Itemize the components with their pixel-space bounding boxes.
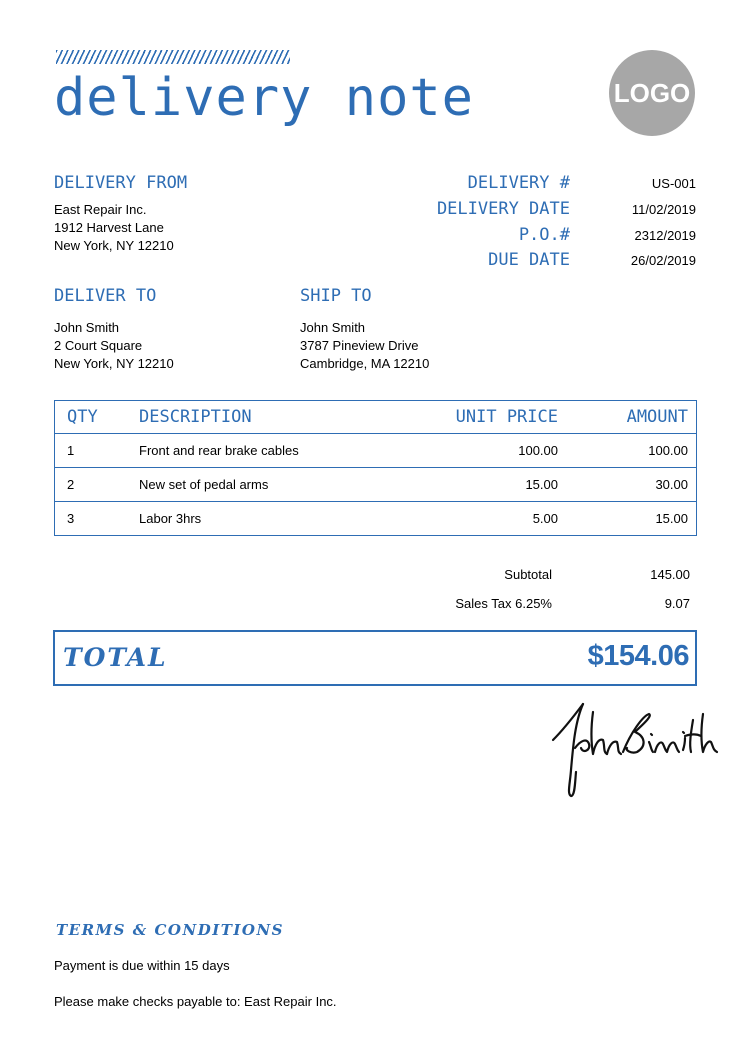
deliver-to-label: DELIVER TO xyxy=(54,286,157,306)
from-line: East Repair Inc. xyxy=(54,202,147,217)
cell-description: Labor 3hrs xyxy=(139,511,202,526)
document-title: delivery note xyxy=(54,68,474,128)
total-label: TOTAL xyxy=(63,643,168,672)
terms-heading: TERMS & CONDITIONS xyxy=(56,921,285,939)
cell-qty: 2 xyxy=(55,468,140,502)
column-header-qty: QTY xyxy=(55,401,140,434)
ship-to-line: 3787 Pineview Drive xyxy=(300,338,419,353)
cell-description: Front and rear brake cables xyxy=(139,434,408,468)
from-line: 1912 Harvest Lane xyxy=(54,220,164,235)
cell-unit-price: 5.00 xyxy=(532,511,558,526)
sales-tax-value: 9.07 xyxy=(664,596,690,611)
column-header-unit-price: UNIT PRICE xyxy=(408,401,558,434)
deliver-to-line: New York, NY 12210 xyxy=(54,356,174,371)
due-date-label: DUE DATE xyxy=(488,250,570,270)
deliver-to-line: 2 Court Square xyxy=(54,338,143,353)
cell-description: New set of pedal arms xyxy=(139,468,408,502)
column-header-amount: AMOUNT xyxy=(558,401,697,434)
company-logo xyxy=(609,50,695,136)
table-row xyxy=(55,502,697,536)
cell-unit-price: 15.00 xyxy=(408,468,558,502)
header-hatch-decoration xyxy=(56,50,290,64)
ship-to-label: SHIP TO xyxy=(300,286,372,306)
cell-qty: 1 xyxy=(55,434,140,468)
po-number-label: P.O.# xyxy=(518,225,570,245)
items-table xyxy=(54,400,697,536)
cell-amount: 100.00 xyxy=(558,434,697,468)
sales-tax-label: Sales Tax 6.25% xyxy=(455,596,552,611)
cell-amount: 30.00 xyxy=(558,468,697,502)
total-value: $154.06 xyxy=(587,640,689,672)
from-line: New York, NY 12210 xyxy=(54,238,174,253)
due-date-value: 26/02/2019 xyxy=(630,253,696,268)
column-header-description: DESCRIPTION xyxy=(139,401,408,434)
logo-text: LOGO xyxy=(613,77,691,108)
table-row xyxy=(55,468,697,502)
cell-unit-price: 100.00 xyxy=(408,434,558,468)
cell-qty: 3 xyxy=(67,511,75,526)
delivery-date-value: 11/02/2019 xyxy=(631,202,696,217)
delivery-number-label: DELIVERY # xyxy=(467,173,570,193)
signature-image xyxy=(545,692,720,802)
delivery-from-label: DELIVERY FROM xyxy=(54,173,188,193)
terms-line: Payment is due within 15 days xyxy=(54,958,230,973)
delivery-date-label: DELIVERY DATE xyxy=(436,199,570,219)
ship-to-line: Cambridge, MA 12210 xyxy=(300,356,430,371)
delivery-number-value: US-001 xyxy=(651,176,696,191)
subtotal-value: 145.00 xyxy=(650,567,690,582)
total-box xyxy=(53,630,697,686)
po-number-value: 2312/2019 xyxy=(634,228,696,243)
table-row xyxy=(55,434,697,468)
cell-amount: 15.00 xyxy=(655,511,688,526)
ship-to-line: John Smith xyxy=(300,320,366,335)
table-header-row xyxy=(55,401,697,434)
terms-line: Please make checks payable to: East Repair Inc. xyxy=(54,994,337,1009)
subtotal-label: Subtotal xyxy=(504,567,552,582)
deliver-to-line: John Smith xyxy=(54,320,120,335)
